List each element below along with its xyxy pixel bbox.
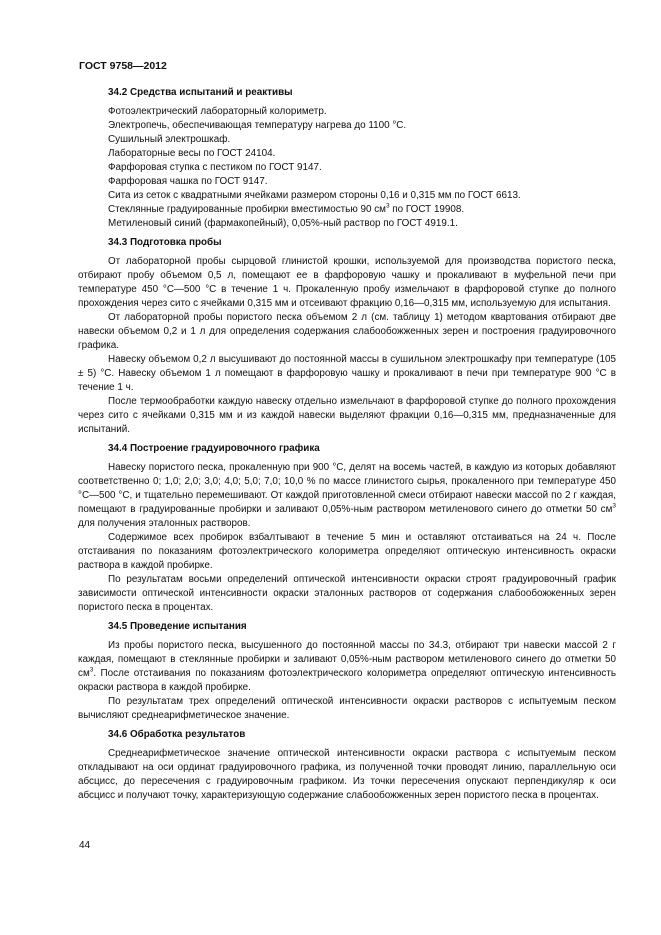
section-title-34-5: 34.5 Проведение испытания xyxy=(108,621,247,632)
paragraph: Из пробы пористого песка, высушенного до постоянной массы по 34.3, отбирают три навески массой 2 г каждая, помещают в стеклянные пробирки и заливают 0,05%-ным раствором метиленового синего до отметки 50 $см^3$. После отстаивания по показаниям фотоэлектрического колориметра определяют оптическую интенсивность окраски раствора в каждой пробирке. xyxy=(78,640,616,693)
page-number: 44 xyxy=(79,840,91,851)
equipment-item: Сушильный электрошкаф. xyxy=(108,134,231,145)
paragraph: По результатам восьми определений оптической интенсивности окраски строят градуировочный график зависимости оптической интенсивности окраски эталонных растворов от содержания слабообожженных зерен пористого песка в процентах. xyxy=(78,574,616,613)
paragraph: Среднеарифметическое значение оптической интенсивности окраски раствора с испытуемым песком откладывают на оси ординат градуировочного графика, из полученной точки проводят линию, параллельную оси абсцисс, до пересечения с градуировочным графиком. Из точки пересечения опускают перпендикуляр к оси абсцисс и получают точку, характеризующую содержание слабообожженных зерен пористого песка в процентах. xyxy=(78,748,616,801)
equipment-item: Фарфоровая ступка с пестиком по ГОСТ 9147. xyxy=(108,162,322,173)
paragraph: По результатам трех определений оптической интенсивности окраски растворов с испытуемым песком вычисляют среднеарифметическое значение. xyxy=(78,696,616,721)
standard-header: ГОСТ 9758—2012 xyxy=(79,60,167,72)
paragraph: Навеску объемом 0,2 л высушивают до постоянной массы в сушильном электрошкафу при температуре (105 ± 5) °С. Навеску объемом 1 л помещают в фарфоровую чашку и прокаливают в печи при температуре 900 °С в течение 1 ч. xyxy=(78,354,616,393)
section-title-34-2: 34.2 Средства испытаний и реактивы xyxy=(108,87,293,98)
paragraph: Навеску пористого песка, прокаленную при 900 °С, делят на восемь частей, в каждую из которых добавляют соответственно 0; 1,0; 2,0; 3,0; 4,0; 5,0; 7,0; 10,0 % по массе глинистого сырья, прокаленного при температуре 450 °С—500 °С, и тщательно перемешивают. От каждой приготовленной смеси отбирают навески массой по 2 г каждая, помещают в градуированные пробирки и заливают 0,05%-ным раствором метиленового синего до отметки 50 $см^3$ для получения эталонных растворов. xyxy=(78,462,616,529)
section-title-34-6: 34.6 Обработка результатов xyxy=(108,729,246,740)
section-title-34-3: 34.3 Подготовка пробы xyxy=(108,237,222,248)
equipment-item: Метиленовый синий (фармакопейный), 0,05%-ный раствор по ГОСТ 4919.1. xyxy=(108,218,458,229)
equipment-item: Электропечь, обеспечивающая температуру нагрева до 1100 °С. xyxy=(108,120,407,131)
paragraph: От лабораторной пробы сырцовой глинистой крошки, используемой для производства пористого песка, отбирают пробу объемом 0,5 л, помещают ее в фарфоровую чашку и прокаливают в муфельной печи при температуре 450 °С—500 °С в течение 1 ч. Прокаленную пробу измельчают в фарфоровой ступке до полного прохождения через сито с ячейками 0,315 мм и отсеивают фракцию 0,16—0,315 мм, используемую для испытания. xyxy=(78,256,616,309)
equipment-item: Стеклянные градуированные пробирки вместимостью 90 $см^3$ по ГОСТ 19908. xyxy=(108,202,465,215)
equipment-item: Фотоэлектрический лабораторный колориметр. xyxy=(108,106,327,117)
paragraph: После термообработки каждую навеску отдельно измельчают в фарфоровой ступке до полного прохождения через сито с ячейками 0,315 мм и из каждой навески выделяют фракции 0,16—0,315 мм, предназначенные для испытаний. xyxy=(78,396,616,435)
equipment-item: Сита из сеток с квадратными ячейками размером стороны 0,16 и 0,315 мм по ГОСТ 6613. xyxy=(108,190,521,201)
paragraph: От лабораторной пробы пористого песка объемом 2 л (см. таблицу 1) методом квартования отбирают две навески объемом 0,2 и 1 л для определения содержания слабообожженных зерен и построения градуировочного графика. xyxy=(78,312,616,351)
paragraph: Содержимое всех пробирок взбалтывают в течение 5 мин и оставляют отстаиваться на 24 ч. После отстаивания по показаниям фотоэлектрического колориметра определяют оптическую интенсивность окраски раствора в каждой пробирке. xyxy=(78,532,616,571)
section-title-34-4: 34.4 Построение градуировочного графика xyxy=(108,443,320,454)
equipment-item: Лабораторные весы по ГОСТ 24104. xyxy=(108,148,276,159)
document-body xyxy=(78,86,616,803)
equipment-item: Фарфоровая чашка по ГОСТ 9147. xyxy=(108,176,268,187)
